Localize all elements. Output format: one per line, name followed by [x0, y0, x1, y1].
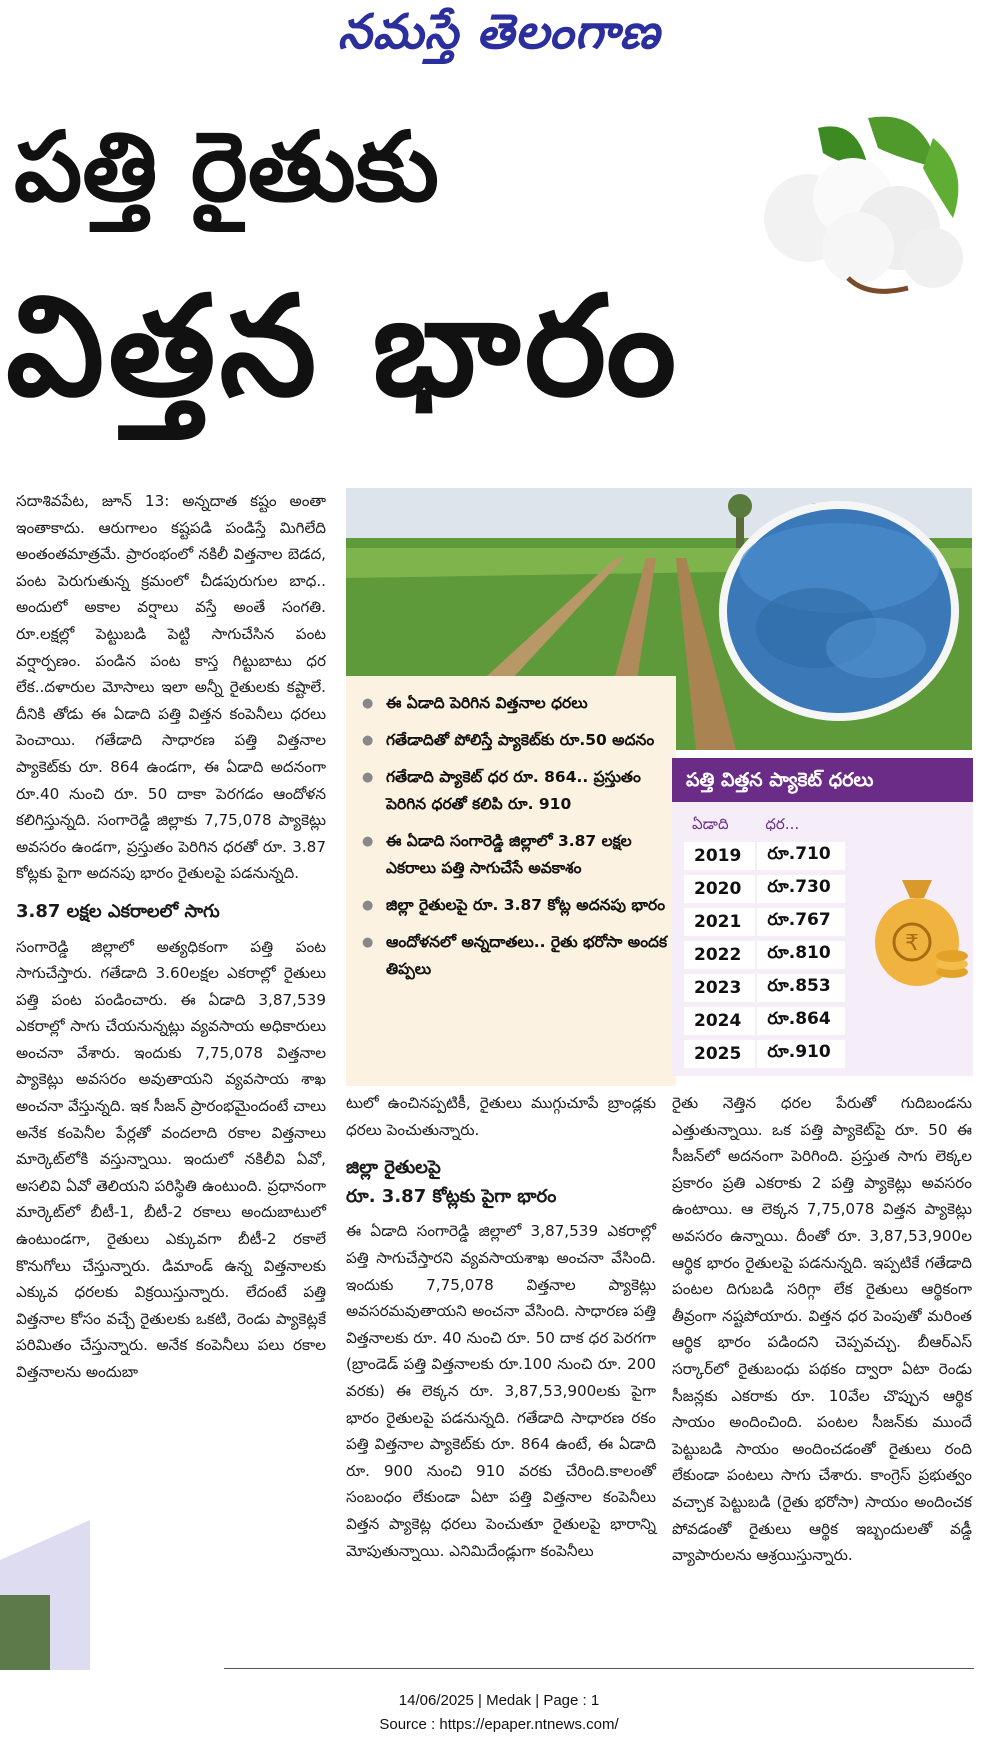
section-subhead: 3.87 లక్షల ఎకరాలలో సాగు	[16, 900, 220, 922]
column-header-price: ధర...	[765, 815, 800, 833]
article-paragraph: సంగారెడ్డి జిల్లాలో అత్యధికంగా పత్తి పంట సాగుచేస్తారు. గతేడాది 3.60లక్షల ఎకరాల్లో రైతులు పత్తి పంట పండించారు. ఈ ఏడాది 3,87,539 ఎకరాల్లో సాగు చేయనున్నట్లు వ్యవసాయ అధికారులు అంచనా వేశారు. ఇందుకు 7,75,078 విత్తనాల ప్యాకెట్లు అవసరం అవుతాయని వ్యవసాయ శాఖ అంచనా వేస్తున్నది. ఇక సీజన్ ప్రారంభమైందంటే చాలు అనేక కంపెనీల పేర్లతో వందలాది రకాల విత్తనాలు మార్కెట్‌లోకి వస్తున్నాయి. ఇందులో నకిలీవి ఏవో, అసలివి ఏవో తెలియని పరిస్థితి ఉంటుంది. ప్రధానంగా మార్కెట్‌లో బీటీ-1, బీటీ-2 రకాలు అందుబాటులో ఉంటుండగా, రైతులు ఎక్కువగా బీటీ-2 రకాలే కొనుగోలు చేస్తున్నారు. డిమాండ్ ఉన్న విత్తనాలకు ఎక్కువ ధరలకు విక్రయిస్తున్నారు. లేదంటే పత్తి విత్తనాల కోసం వచ్చే రైతులకు ఒకటి, రెండు ప్యాకెట్లకే పరిమితం చేస్తున్నారు. అనేక కంపెనీలు పలు రకాల విత్తనాలను అందుబా	[16, 937, 327, 1381]
price-cell: రూ.853	[757, 974, 844, 1002]
year-cell: 2021	[684, 908, 757, 936]
price-cell: రూ.810	[757, 941, 844, 969]
cotton-seeds-image	[716, 498, 962, 724]
footer-source: Source : https://epaper.ntnews.com/	[379, 1716, 619, 1733]
table-row	[684, 974, 845, 1002]
money-bag-icon	[862, 860, 972, 990]
footer-divider	[224, 1668, 974, 1669]
table-row	[684, 1040, 845, 1068]
article-paragraph: సదాశివపేట, జూన్ 13: అన్నదాత కష్టం అంతా ఇంతాకాదు. ఆరుగాలం కష్టపడి పండిస్తే మిగిలేది అంతంతమాత్రమే. ప్రారంభంలో నకిలీ విత్తనాల బెడద, పంట పెరుగుతున్న క్రమంలో చీడపురుగుల బాధ.. అందులో అకాల వర్షాలు వస్తే అంతే సంగతి. రూ.లక్షల్లో పెట్టుబడి పెట్టి సాగుచేసిన పంట వర్షార్పణం. పండిన పంట కాస్త గిట్టుబాటు ధర లేక..దళారుల మోసాలు ఇలా అన్నీ రైతులకు కష్టాలే. దీనికి తోడు ఈ ఏడాది పత్తి విత్తన కంపెనీలు ధరలు పెంచాయి. గతేడాది సాధారణ పత్తి విత్తనాల ప్యాకెట్‌కు రూ. 864 ఉండగా, ఈ ఏడాది అదనంగా రూ.40 నుంచి రూ. 50 దాకా పెరగడం ఆందోళన కలిగిస్తున్నది. సంగారెడ్డి జిల్లాకు 7,75,078 ప్యాకెట్లు అవసరం ఉండగా, ప్రస్తుతం పెరిగిన ధరతో రూ. 3.87 కోట్లకు పైగా అదనపు భారం రైతులపై పడనున్నది.	[16, 492, 326, 883]
decorative-image-fragment	[0, 1500, 90, 1670]
table-row	[684, 842, 845, 870]
highlight-item: ● ఈ ఏడాది పెరిగిన విత్తనాల ధరలు	[362, 690, 668, 717]
cotton-boll-image	[748, 108, 970, 304]
highlight-item: ● గతేడాది ప్యాకెట్ ధర రూ. 864.. ప్రస్తుతం పెరిగిన ధరతో కలిపి రూ. 910	[362, 764, 668, 818]
price-cell: రూ.710	[757, 842, 844, 870]
section-subhead-line1: జిల్లా రైతులపై	[346, 1157, 441, 1179]
price-table-title: పత్తి విత్తన ప్యాకెట్ ధరలు	[672, 758, 973, 802]
article-column-1	[16, 488, 326, 1386]
masthead	[0, 4, 998, 74]
highlight-item: ● జిల్లా రైతులపై రూ. 3.87 కోట్ల అదనపు భారం	[362, 892, 668, 919]
article-paragraph: టులో ఉంచినప్పటికీ, రైతులు ముగ్గుచూపే బ్రాండ్లకు ధరలు పెంచుతున్నారు.	[346, 1094, 656, 1139]
article-column-3	[672, 1090, 972, 1569]
price-cell: రూ.864	[757, 1007, 844, 1035]
year-cell: 2020	[684, 875, 757, 903]
column-header-year: ఏడాది	[692, 815, 729, 833]
footer-dateline: 14/06/2025 | Medak | Page : 1	[398, 1692, 600, 1709]
highlight-item: ● ఈ ఏడాది సంగారెడ్డి జిల్లాలో 3.87 లక్షల ఎకరాలు పత్తి సాగుచేసే అవకాశం	[362, 828, 668, 882]
article-paragraph: ఈ ఏడాది సంగారెడ్డి జిల్లాలో 3,87,539 ఎకరాల్లో పత్తి సాగుచేస్తారని వ్యవసాయశాఖ అంచనా వేసింది. ఇందుకు 7,75,078 విత్తనాల ప్యాకెట్లు అవసరమవుతాయని అంచనా వేసింది. సాధారణ పత్తి విత్తనాలకు రూ. 40 నుంచి రూ. 50 దాక ధర పెరగగా (బ్రాండెడ్ పత్తి విత్తనాలకు రూ.100 నుంచి రూ. 200 వరకు) ఈ లెక్కన రూ. 3,87,53,900లకు పైగా భారం రైతులపై పడనున్నది. గతేడాది సాధారణ రకం పత్తి విత్తనాల ప్యాకెట్‌కు రూ. 864 ఉంటే, ఈ ఏడాది రూ. 900 నుంచి 910 వరకు చేరింది.కాలంతో సంబంధం లేకుండా ఏటా పత్తి విత్తనాల కంపెనీలు విత్తన ప్యాకెట్ల ధరలు పెంచుతూ రైతులపై భారాన్ని మోపుతున్నాయి. ఎనిమిదేండ్లుగా కంపెనీలు	[346, 1222, 656, 1560]
table-row	[684, 1007, 845, 1035]
table-row	[684, 941, 845, 969]
highlight-item: ● ఆందోళనలో అన్నదాతలు.. రైతు భరోసా అందక తిప్పలు	[362, 929, 668, 983]
article-column-2	[346, 1090, 656, 1564]
year-cell: 2024	[684, 1007, 757, 1035]
table-row	[684, 908, 845, 936]
price-cell: రూ.767	[757, 908, 844, 936]
highlights-box	[346, 676, 676, 1086]
year-cell: 2022	[684, 941, 757, 969]
table-row	[684, 875, 845, 903]
year-cell: 2019	[684, 842, 757, 870]
price-cell: రూ.730	[757, 875, 844, 903]
highlight-item: ● గతేడాదితో పోలిస్తే ప్యాకెట్‌కు రూ.50 అదనం	[362, 727, 668, 754]
headline-line1: పత్తి రైతుకు	[14, 111, 439, 223]
masthead-title: నమస్తే తెలంగాణ	[337, 4, 661, 60]
headline-line2: విత్తన భారం	[6, 266, 681, 427]
year-cell: 2023	[684, 974, 757, 1002]
year-cell: 2025	[684, 1040, 757, 1068]
price-table	[684, 808, 845, 1073]
section-subhead-line2: రూ. 3.87 కోట్లకు పైగా భారం	[346, 1185, 557, 1207]
price-cell: రూ.910	[757, 1040, 844, 1068]
svg-text:₹: ₹	[905, 931, 919, 956]
article-paragraph: రైతు నెత్తిన ధరల పేరుతో గుదిబండను ఎత్తుతున్నాయి. ఒక పత్తి ప్యాకెట్‌పై రూ. 50 ఈ సీజన్‌లో అదనంగా పెరిగింది. ప్రస్తుత సాగు లెక్కల ప్రకారం ప్రతి ఎకరాకు 2 పత్తి ప్యాకెట్లు అవసరం ఉంటాయి. ఆ లెక్కన 7,75,078 విత్తన ప్యాకెట్లు అవసరం ఉన్నాయి. దీంతో రూ. 3,87,53,900ల ఆర్థిక భారం రైతులపై పడనున్నది. ఇప్పటికే గతేడాది పంటల దిగుబడి సరిగ్గా లేక రైతులు ఆర్థికంగా తీవ్రంగా నష్టపోయారు. విత్తన ధర పెంపుతో మరింత ఆర్థిక భారం పడిందని చెప్పవచ్చు. బీఆర్‌ఎస్ సర్కార్‌లో రైతుబంధు పథకం ద్వారా ఏటా రెండు సీజన్లకు ఎకరాకు రూ. 10వేల చొప్పున ఆర్థిక సాయం అందించింది. పంటల సీజన్‌కు ముందే పెట్టుబడి సాయం అందించడంతో రైతులు రంది లేకుండా పంటలు సాగు చేశారు. కాంగ్రెస్ ప్రభుత్వం వచ్చాక పెట్టుబడి (రైతు భరోసా) సాయం అందించక పోవడంతో రైతులు ఆర్థిక ఇబ్బందులతో వడ్డీ వ్యాపారులను ఆశ్రయిస్తున్నారు.	[672, 1094, 972, 1565]
